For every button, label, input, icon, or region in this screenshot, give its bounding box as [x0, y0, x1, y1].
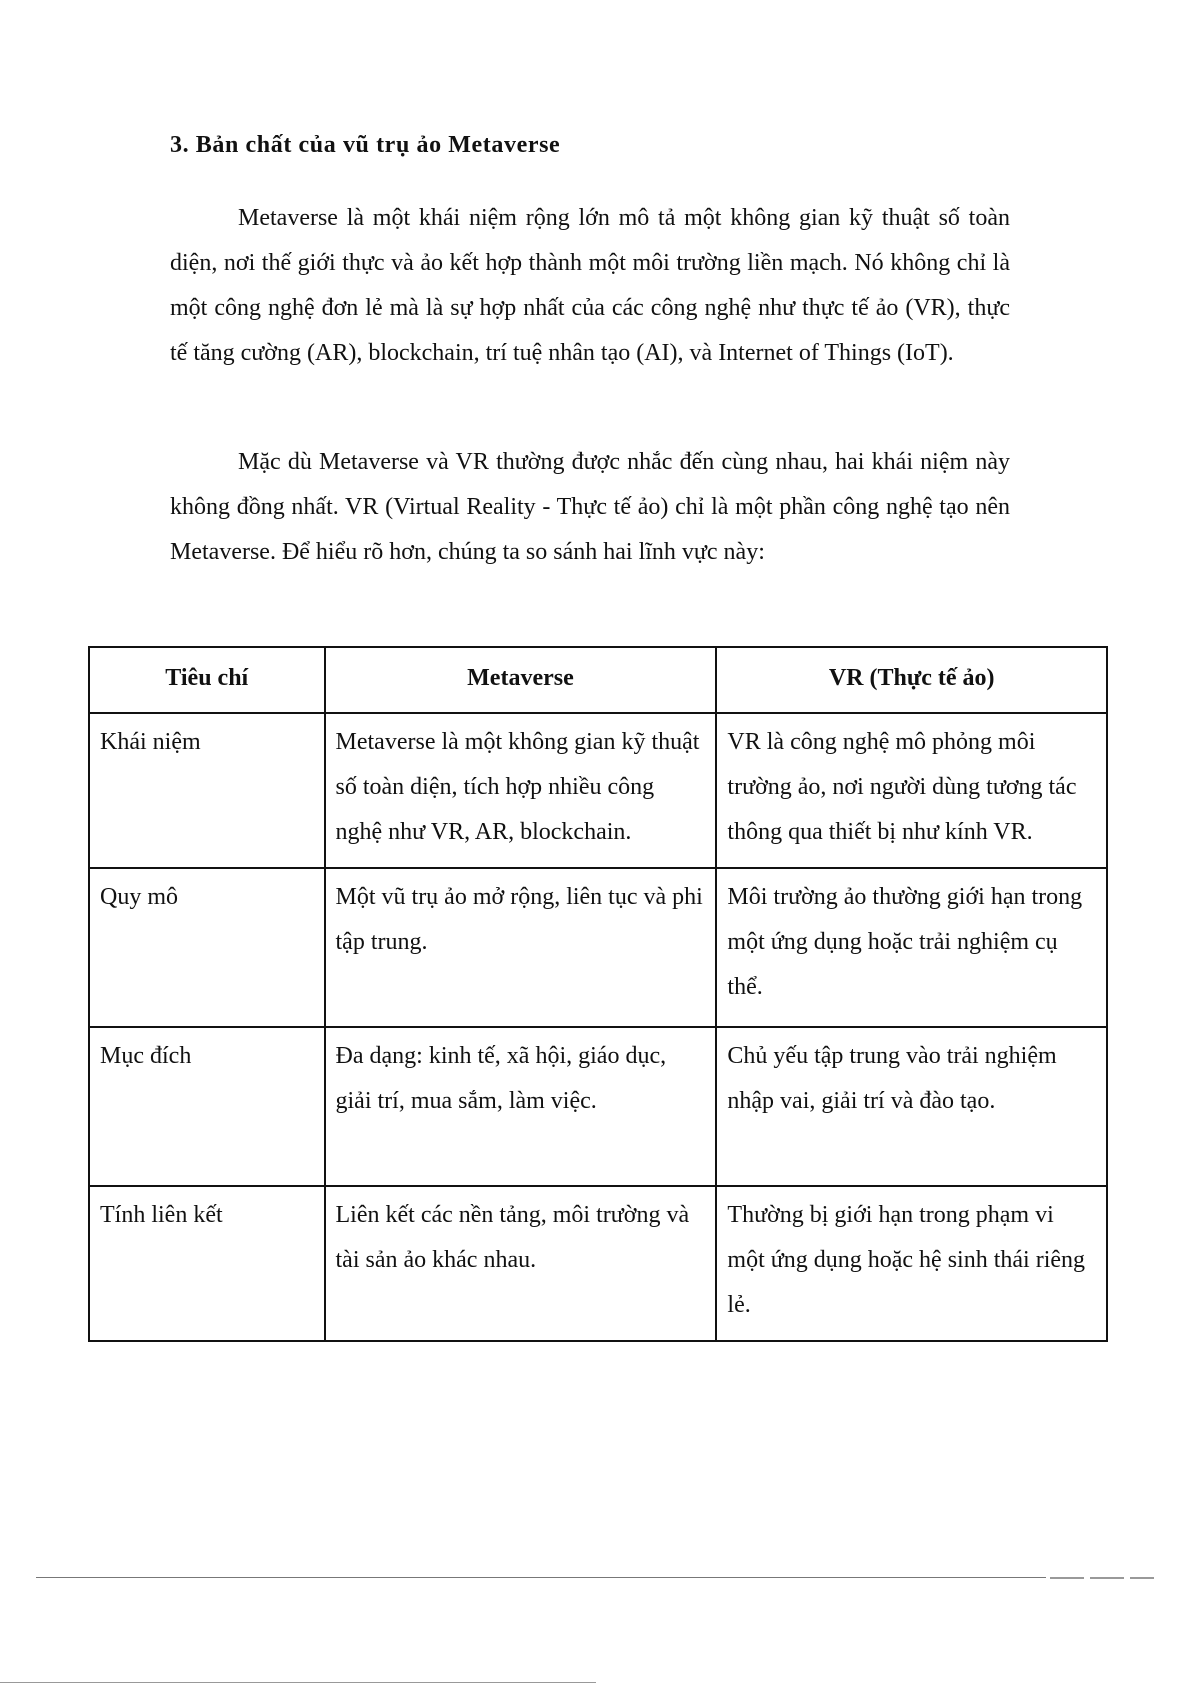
table-row [89, 1027, 1107, 1186]
header-criteria: Tiêu chí [89, 647, 325, 713]
comparison-table [88, 646, 1108, 1342]
paragraph-text: Metaverse là một khái niệm rộng lớn mô tả một không gian kỹ thuật số toàn diện, nơi thế giới thực và ảo kết hợp thành một môi trường liền mạch. Nó không chỉ là một công nghệ đơn lẻ mà là sự hợp nhất của các công nghệ như thực tế ảo (VR), thực tế tăng cường (AR), blockchain, trí tuệ nhân tạo (AI), và Internet of Things (IoT). [170, 205, 1010, 366]
row-metaverse-cell: Một vũ trụ ảo mở rộng, liên tục và phi tập trung. [325, 868, 717, 1027]
header-metaverse: Metaverse [325, 647, 717, 713]
row-criteria-cell: Khái niệm [89, 713, 325, 868]
row-vr-cell: Môi trường ảo thường giới hạn trong một ứng dụng hoặc trải nghiệm cụ thể. [716, 868, 1107, 1027]
footer-divider-dash [1090, 1577, 1124, 1579]
paragraph-text: Mặc dù Metaverse và VR thường được nhắc đến cùng nhau, hai khái niệm này không đồng nhất. VR (Virtual Reality - Thực tế ảo) chỉ là một phần công nghệ tạo nên Metaverse. Để hiểu rõ hơn, chúng ta so sánh hai lĩnh vực này: [170, 449, 1010, 565]
row-metaverse-cell: Metaverse là một không gian kỹ thuật số toàn diện, tích hợp nhiều công nghệ như VR, AR, blockchain. [325, 713, 717, 868]
row-criteria-cell: Quy mô [89, 868, 325, 1027]
table-header-row [89, 647, 1107, 713]
row-criteria-cell: Mục đích [89, 1027, 325, 1186]
row-metaverse-cell: Liên kết các nền tảng, môi trường và tài sản ảo khác nhau. [325, 1186, 717, 1341]
row-metaverse-cell: Đa dạng: kinh tế, xã hội, giáo dục, giải trí, mua sắm, làm việc. [325, 1027, 717, 1186]
footer-divider-dash [1050, 1577, 1084, 1579]
row-vr-cell: VR là công nghệ mô phỏng môi trường ảo, nơi người dùng tương tác thông qua thiết bị như kính VR. [716, 713, 1107, 868]
row-criteria-cell: Tính liên kết [89, 1186, 325, 1341]
table-row [89, 1186, 1107, 1341]
page-bottom-divider [0, 1682, 596, 1683]
footer-divider [36, 1577, 1046, 1578]
header-vr: VR (Thực tế ảo) [716, 647, 1107, 713]
row-vr-cell: Chủ yếu tập trung vào trải nghiệm nhập vai, giải trí và đào tạo. [716, 1027, 1107, 1186]
row-vr-cell: Thường bị giới hạn trong phạm vi một ứng dụng hoặc hệ sinh thái riêng lẻ. [716, 1186, 1107, 1341]
table-row [89, 868, 1107, 1027]
paragraph-metaverse-vs-vr [170, 440, 1010, 575]
section-heading: 3. Bản chất của vũ trụ ảo Metaverse [170, 132, 561, 158]
table-row [89, 713, 1107, 868]
paragraph-metaverse-definition [170, 196, 1010, 376]
footer-divider-dash [1130, 1577, 1154, 1579]
